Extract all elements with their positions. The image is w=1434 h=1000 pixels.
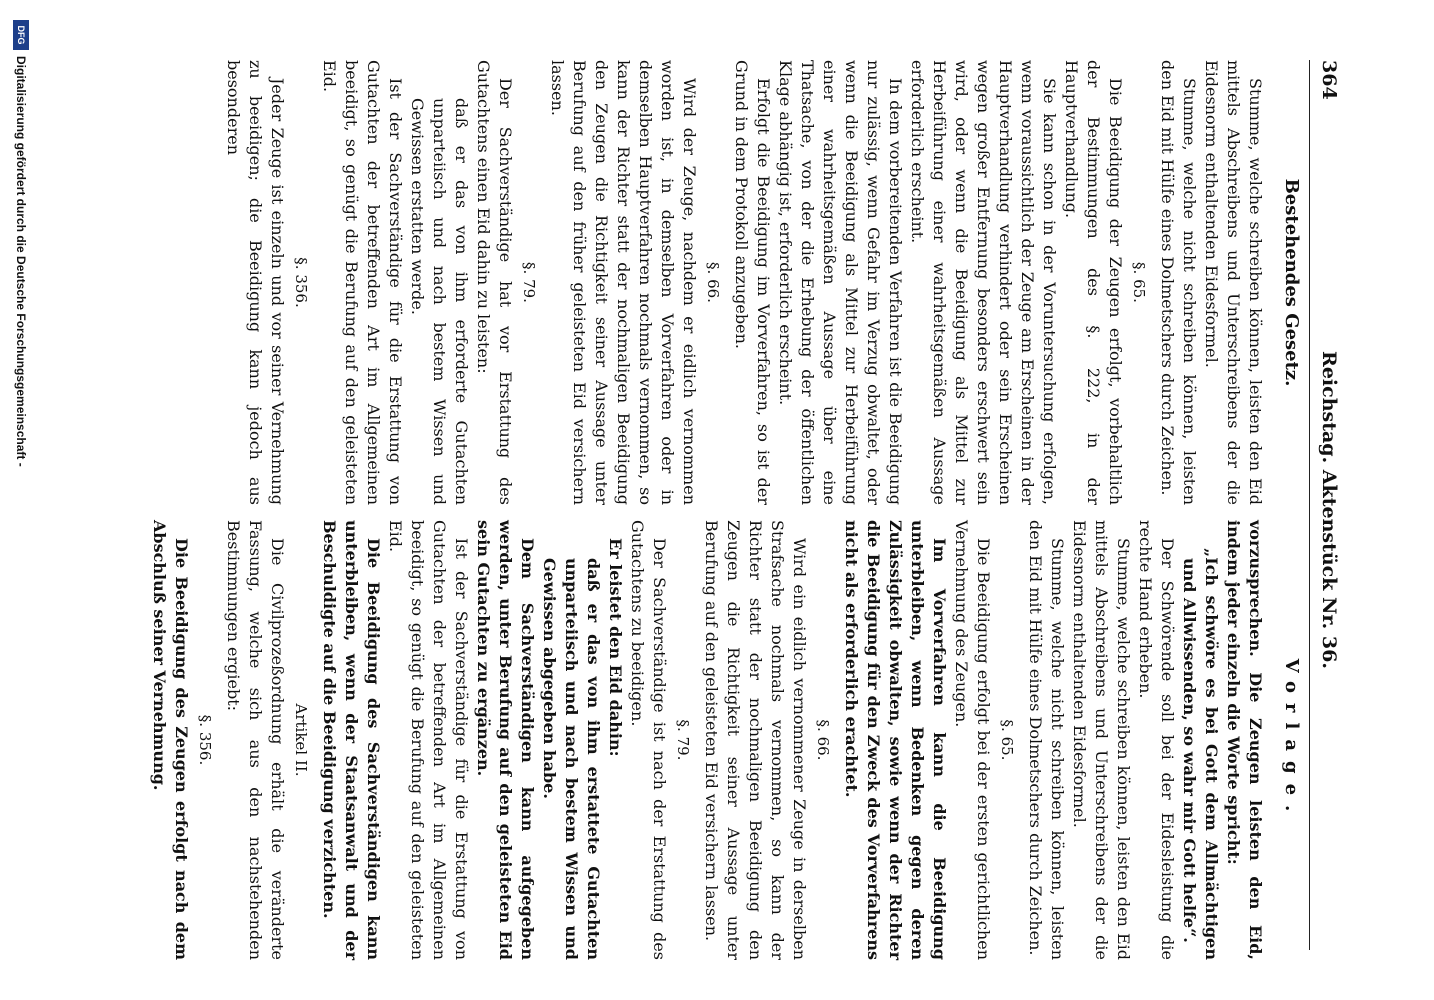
paragraph: Ist der Sachverständige für die Erstattung von Gutachten der betreffenden Art im Allgemeinen beeidigt, so genügt die Berufung auf den geleisteten Eid.	[386, 520, 471, 960]
paragraph: vorzusprechen. Die Zeugen leisten den Eid, indem jeder einzeln die Worte spricht:	[1224, 520, 1265, 960]
dfg-logo: DFG	[13, 20, 29, 50]
paragraph: Der Schwörende soll bei der Eidesleistung die rechte Hand erheben.	[1136, 520, 1177, 960]
paragraph: Stumme, welche schreiben können, leisten den Eid mittels Abschreibens und Unterschreibens der die Eidesnorm enthaltenden Eidesformel.	[1070, 520, 1133, 960]
paragraph: Wird der Zeuge, nachdem er eidlich vernommen worden ist, in demselben Vorverfahren oder in demselben Hauptverfahren nochmals vernommen, so kann der Richter statt der nochmaligen Beeidigung den Zeugen die Richtigkeit seiner Aussage unter Berufung auf den früher geleisteten Eid versichern lassen.	[548, 60, 699, 505]
right-column	[148, 520, 1306, 960]
footer-credit: Digitalisierung gefördert durch die Deutsche Forschungsgemeinschaft -	[14, 56, 28, 467]
paragraph: Jeder Zeuge ist einzeln und vor seiner Vernehmung zu beeidigen; die Beeidigung kann jedoch aus besonderen	[224, 60, 287, 505]
paragraph: Der Sachverständige hat vor Erstattung des Gutachtens einen Eid dahin zu leisten:	[474, 60, 515, 505]
section-heading: §. 65.	[1130, 262, 1148, 303]
paragraph: Erfolgt die Beeidigung im Vorverfahren, so ist der Grund in dem Protokoll anzugeben.	[732, 60, 773, 505]
paragraph: Die Beeidigung der Zeugen erfolgt, vorbehaltlich der Bestimmungen des §. 222, in der Hauptverhandlung.	[1062, 60, 1125, 505]
paragraph: Er leistet den Eid dahin:	[606, 538, 625, 757]
header-title: Reichstag. Aktenstück Nr. 36.	[1318, 351, 1340, 669]
page-header	[1309, 60, 1344, 950]
footer	[6, 20, 36, 980]
section-heading: §. 356.	[196, 714, 214, 766]
paragraph: daß er das von ihm erstattete Gutachten unparteiisch und nach bestem Wissen und Gewissen abgegeben habe.	[540, 558, 603, 960]
left-column	[222, 60, 1306, 505]
paragraph: Dem Sachverständigen kann aufgegeben werden, unter Berufung auf den geleisteten Eid sein Gutachten zu ergänzen.	[474, 520, 537, 960]
paragraph: Im Vorverfahren kann die Beeidigung unterbleiben, wenn Bedenken gegen deren Zulässigkeit obwalten, sowie wenn der Richter die Beeidigung für den Zweck des Vorverfahrens nicht als erforderlich erachtet.	[842, 520, 949, 960]
paragraph: Der Sachverständige ist nach der Erstattung des Gutachtens zu beeidigen.	[628, 520, 669, 960]
left-column-body	[222, 60, 1266, 505]
section-heading: §. 66.	[814, 719, 832, 761]
section-heading: §. 66.	[704, 262, 722, 303]
paragraph: Stumme, welche nicht schreiben können, leisten den Eid mit Hülfe eines Dolmetschers durch Zeichen.	[1158, 60, 1199, 505]
left-column-title: Bestehendes Gesetz.	[1281, 178, 1302, 387]
right-column-body	[148, 520, 1266, 960]
paragraph: Die Beeidigung des Zeugen erfolgt nach dem Abschluß seiner Vernehmung.	[150, 520, 191, 960]
section-heading: §. 79.	[674, 719, 692, 761]
page-number: 364	[1318, 60, 1340, 100]
paragraph: Die Beeidigung erfolgt bei der ersten gerichtlichen Vernehmung des Zeugen.	[952, 520, 993, 960]
paragraph: Stumme, welche nicht schreiben können, leisten den Eid mit Hülfe eines Dolmetschers durch Zeichen.	[1026, 520, 1067, 960]
paragraph: Die Civilprozeßordnung erhält die veränderte Fassung, welche sich aus den nachstehenden Bestimmungen ergiebt:	[224, 520, 287, 960]
paragraph: Sie kann schon in der Voruntersuchung erfolgen, wenn voraussichtlich der Zeuge am Erscheinen in der Hauptverhandlung verhindert oder sein Erscheinen wegen großer Entfernung besonders erschwert sein wird, oder wenn die Beeidigung als Mittel zur Herbeiführung einer wahrheitsgemäßen Aussage erforderlich erscheint.	[908, 60, 1059, 505]
section-heading: Artikel II.	[292, 703, 310, 777]
paragraph: Die Beeidigung des Sachverständigen kann unterbleiben, wenn der Staatsanwalt und der Beschuldigte auf die Beeidigung verzichten.	[320, 520, 383, 960]
paragraph: Stumme, welche schreiben können, leisten den Eid mittels Abschreibens und Unterschreibens der die Eidesnorm enthaltenden Eidesformel.	[1202, 60, 1265, 505]
right-column-title: Vorlage.	[1281, 658, 1302, 822]
section-heading: §. 79.	[520, 262, 538, 303]
oath-quote: „Ich schwöre es bei Gott dem Allmächtigen und Allwissenden, so wahr mir Gott helfe“.	[1180, 548, 1221, 960]
paragraph: daß er das von ihm erforderte Gutachten unparteiisch und nach bestem Wissen und Gewissen erstatten werde.	[408, 98, 471, 505]
section-heading: §. 65.	[998, 719, 1016, 761]
paragraph: Ist der Sachverständige für die Erstattung von Gutachten der betreffenden Art im Allgemeinen beeidigt, so genügt die Berufung auf den geleisteten Eid.	[320, 60, 405, 505]
section-heading: §. 356.	[292, 257, 310, 308]
paragraph: In dem vorbereitenden Verfahren ist die Beeidigung nur zulässig, wenn Gefahr im Verzug obwaltet, oder wenn die Beeidigung als Mittel zur Herbeiführung einer wahrheitsgemäßen Aussage über eine Thatsache, von der die Erhebung der öffentlichen Klage abhängig ist, erforderlich erscheint.	[776, 60, 905, 505]
paragraph: Wird ein eidlich vernommener Zeuge in derselben Strafsache nochmals vernommen, so kann der Richter statt der nochmaligen Beeidigung den Zeugen die Richtigkeit seiner Aussage unter Berufung auf den geleisteten Eid versichern lassen.	[702, 520, 809, 960]
